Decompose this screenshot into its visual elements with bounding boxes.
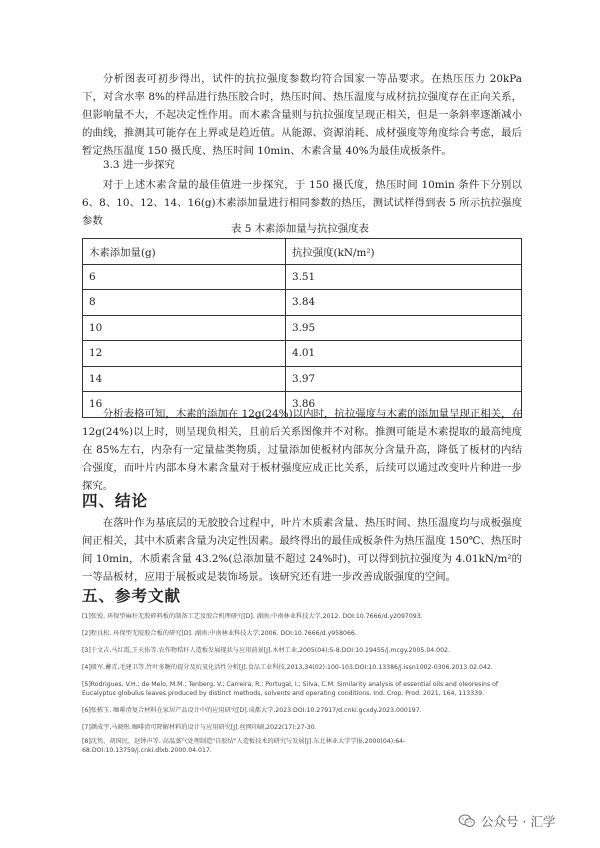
watermark-text: 公众号 · 汇学	[481, 814, 556, 829]
table-header-cell: 抗拉强度(kN/m²)	[286, 239, 522, 265]
reference-item: [2]程良松. 环保型无胶胶合板的研究[D]. 湖南:中南林业科技大学,2006. DOI:10.7666/d.y958066.	[82, 630, 357, 637]
reference-item: [1]张锐. 环保型麻秆无胶碎料板的制备工艺及胶合机理研究[D]. 湖南:中南林业科技大学,2012. DOI:10.7666/d.y2097093.	[82, 613, 423, 620]
further-study-paragraph: 对于上述木素含量的最佳值进一步探究，于 150 摄氏度，热压时间 10min 条件下分别以 6、8、10、12、14、16(g)木素添加量进行相同参数的热压，测试试样得到表 5 所示抗拉强度参数	[82, 179, 522, 227]
reference-item: [3]于文吉,马红霞,王天佑等.农作物秸秆人造板发展现状与应用前景[J].木材工业,2005(04):5-8.DOI:10.19455/j.mcgy.2005.04.002.	[82, 647, 450, 654]
tensile-strength-cell: 3.97	[286, 366, 522, 392]
reference-item: [6]张栋玉. 咖啡渣复合材料在家居产品设计中的应用研究[D].成都大学,2023.DOI:10.27917/d.cnki.gcxdy.2023.000197.	[82, 707, 422, 714]
reference-item: [7]颜成宇,马晓彤.咖啡渣可降解材料的设计与应用研究[J].丝网印刷,2022(17):27-30.	[82, 724, 317, 731]
tensile-strength-cell: 4.01	[286, 341, 522, 367]
conclusion-paragraph: 在落叶作为基底层的无胶胶合过程中，叶片木质素含量、热压时间、热压温度均与成板强度间正相关，其中木质素含量为决定性因素。最终得出的最佳成板条件为热压温度 150℃、热压时间 10min，木质素含量 43.2%(总添加量不超过 24%时)，可以得到抗拉强度为 4.01kN/m²的一等品板材，应用于展板或是装饰场景。该研究还有进一步改善成版强度的空间。	[82, 517, 522, 583]
lignin-amount-cell: 8	[83, 290, 286, 316]
conclusion-heading: 四、结论	[82, 492, 149, 510]
section-3-3-heading: 3.3 进一步探究	[103, 159, 175, 171]
lignin-amount-cell: 16	[83, 392, 286, 418]
table-header-row	[83, 239, 522, 265]
table-5	[82, 238, 522, 418]
reference-list	[82, 612, 532, 763]
reference-item: [8]沈隽，胡国民，赵钟声等. 高温蒸气处理制造"自胶结"人造板技术的研究与发展[J].东北林业大学学报,2000(04):64-68.DOI:10.13759/j.cnki.dlxb.2000.04.017.	[82, 738, 406, 754]
table-header-cell: 木素添加量(g)	[83, 239, 286, 265]
table-5-caption: 表 5 木素添加量与抗拉强度表	[231, 223, 369, 235]
tensile-strength-cell: 3.51	[286, 264, 522, 290]
table-row	[83, 290, 522, 316]
table-row	[83, 341, 522, 367]
table-row	[83, 315, 522, 341]
lignin-amount-cell: 10	[83, 315, 286, 341]
lignin-amount-cell: 12	[83, 341, 286, 367]
reference-item: [4]般军,蓄青,毛建卫等.竹叶多糖的提分及抗氧化活性分析[J].食品工业科技,2013,34(02):100-103.DOI:10.13386/j.issn1002-0306.2013.02.042.	[82, 664, 493, 671]
analysis-paragraph: 分析图表可初步得出，试件的抗拉强度参数均符合国家一等品要求。在热压压力 20kPa 下，对含水率 8%的样品进行热压胶合时，热压时间、热压温度与成材抗拉强度存在正向关系，但影响量不大，不起决定性作用。而木素含量则与抗拉强度呈现正相关，但是一条斜率逐渐减小的曲线，推测其可能存在上界或是趋近值。从能源、资源消耗、成材强度等角度综合考虑，最后暂定热压温度 150 摄氏度、热压时间 10min、木素含量 40%为最佳成板条件。	[82, 73, 522, 157]
lignin-amount-cell: 14	[83, 366, 286, 392]
wechat-icon	[458, 814, 476, 828]
watermark	[458, 812, 555, 830]
table-row	[83, 264, 522, 290]
table-analysis-paragraph: 分析表格可知，木素的添加在 12g(24%)以内时，抗拉强度与木素的添加量呈现正相关，在 12g(24%)以上时，则呈现负相关，且前后关系图像并不对称。推测可能是木素提取的最高纯度在 85%左右，内杂有一定量盐类物质，过量添加使板材内部灰分含量升高，降低了板材的内结合强度，而叶片内部本身木素含量对于板材强度应成正比关系，后续可以通过改变叶片种进一步探究。	[82, 408, 522, 492]
references-heading: 五、参考文献	[82, 587, 182, 605]
lignin-amount-cell: 6	[83, 264, 286, 290]
tensile-strength-cell: 3.95	[286, 315, 522, 341]
table-row	[83, 366, 522, 392]
tensile-strength-cell: 3.86	[286, 392, 522, 418]
reference-item: [5]Rodrigues, V.H.; de Melo, M.M.; Tenberg, V.; Carreira, R.; Portugal, I.; Silva, C.M. Similarity analysis of essential oils and oleoresins of Eucalyptus globulus leaves produced by distinct methods, solvents and operating conditions. Ind. Crop. Prod. 2021, 164, 113339.	[82, 681, 499, 697]
tensile-strength-cell: 3.84	[286, 290, 522, 316]
